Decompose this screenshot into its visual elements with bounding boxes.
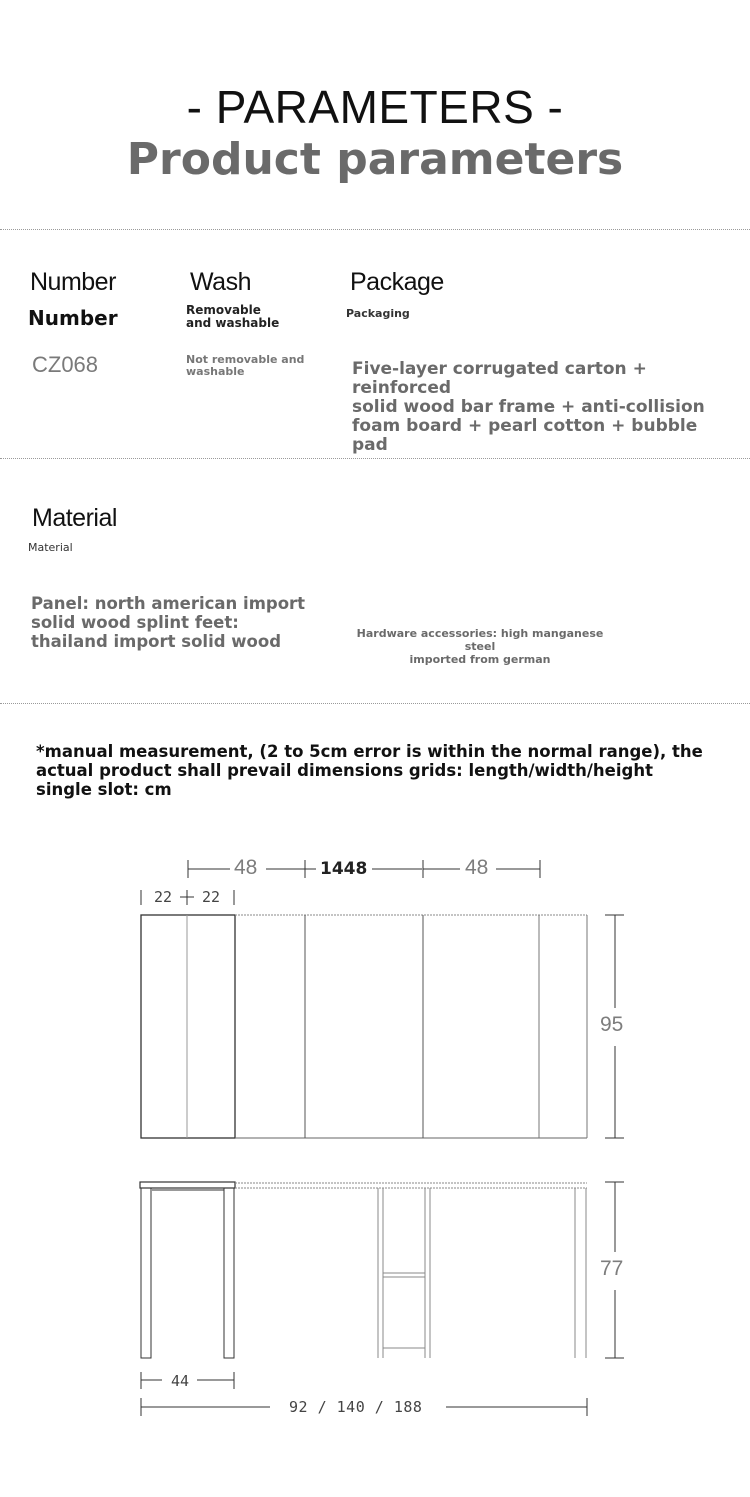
dim-length: 92 / 140 / 188 [289,1398,423,1416]
package-sub: Packaging [346,307,410,320]
dim-top-right: 48 [465,856,489,879]
wash-value: Not removable and washable [186,353,305,378]
measurement-note: *manual measurement, (2 to 5cm error is within the normal range), the actual product shall prevail dimensions grids: length/width/height single slot: cm [36,742,703,799]
panel-text: Panel: north american import solid wood splint feet: thailand import solid wood [31,594,306,651]
page-title: - PARAMETERS - [186,81,564,133]
number-value: CZ068 [32,352,99,377]
material-label: Material [32,504,117,532]
dim-depth: 44 [171,1372,190,1390]
dim-height-95: 95 [600,1013,624,1036]
dim-small-left: 22 [154,888,173,906]
material-label-sub: Material [28,541,73,554]
wash-label: Wash [190,268,251,296]
page-subtitle: Product parameters [126,134,624,185]
hardware-text: Hardware accessories: high manganese steel imported from german [356,627,604,666]
number-label: Number [30,268,116,296]
wash-sub: Removable and washable [186,303,280,330]
package-value: Five-layer corrugated carton + reinforced solid wood bar frame + anti-collision foam board + pearl cotton + bubble pad [352,359,705,455]
package-label: Package [350,268,444,296]
dim-height-77: 77 [600,1257,624,1280]
dim-top-center: 1448 [320,859,368,879]
number-label-sub: Number [28,306,118,330]
dim-top-left: 48 [234,856,258,879]
dim-small-right: 22 [202,888,221,906]
